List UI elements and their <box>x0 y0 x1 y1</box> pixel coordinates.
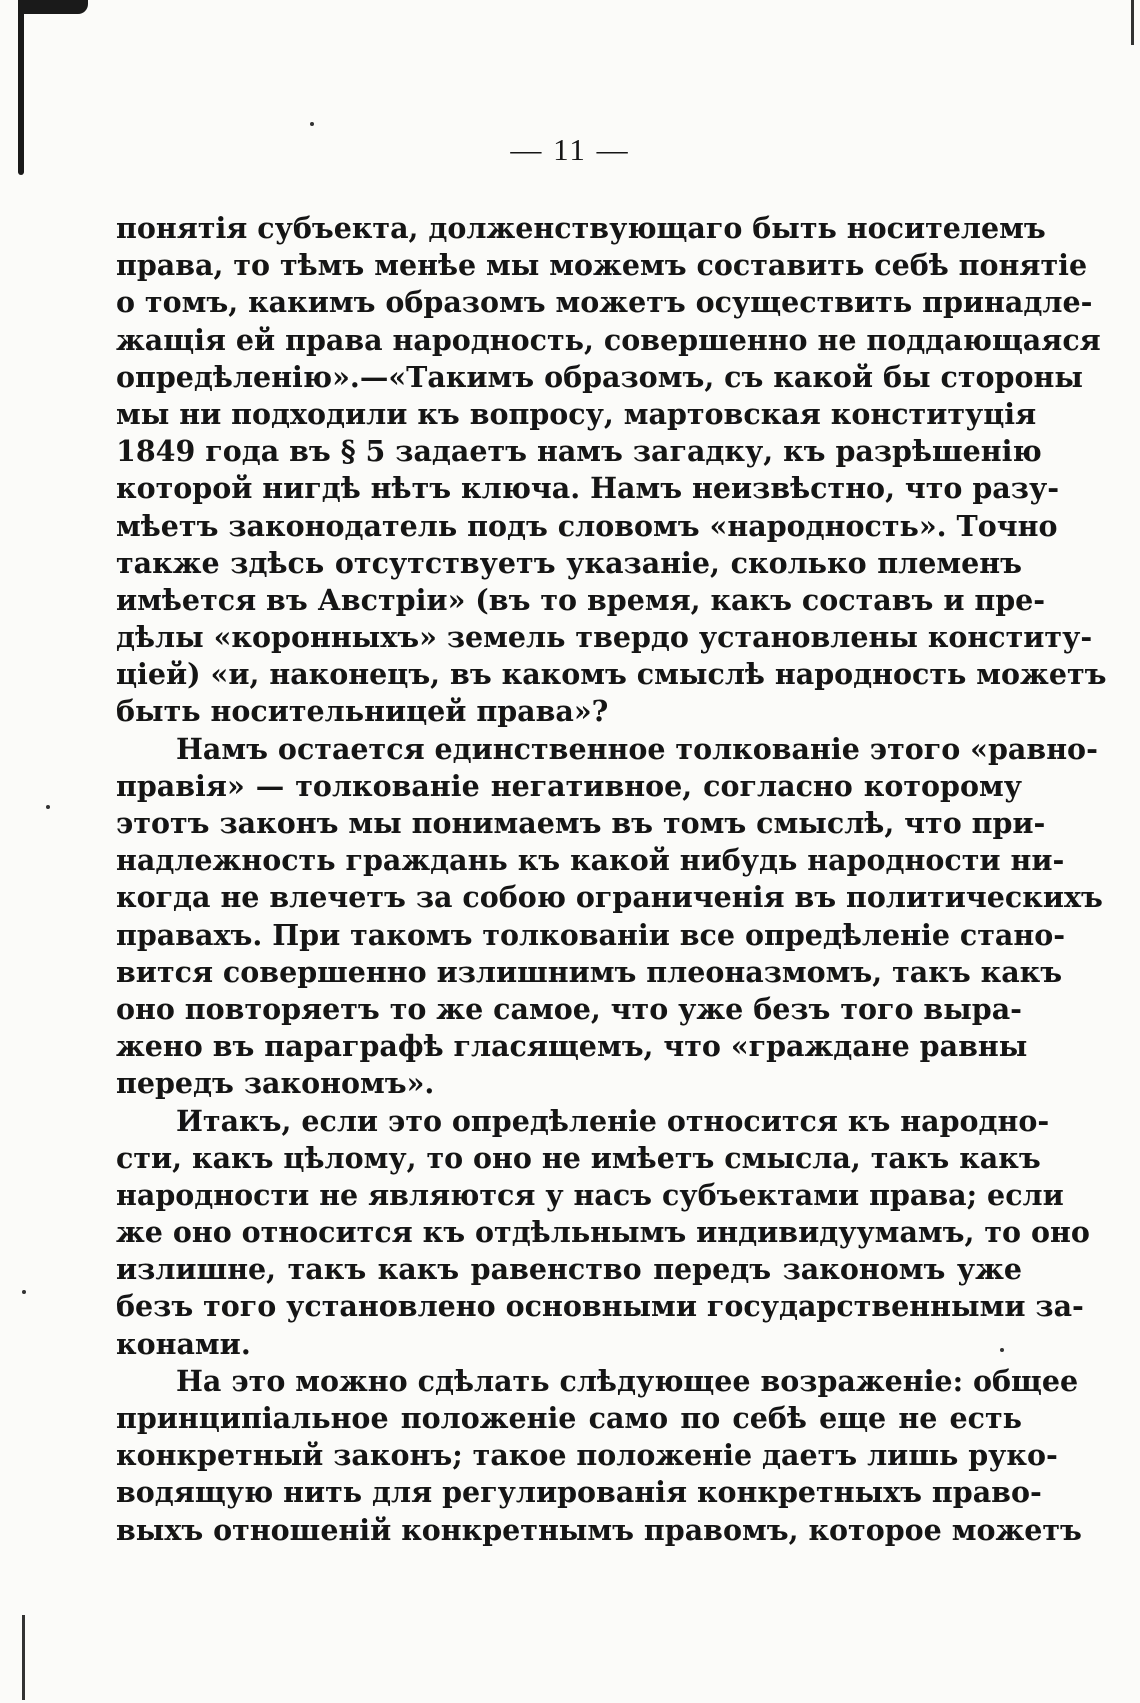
page-number: — 11 — <box>510 132 630 167</box>
text-line: народности не являются у насъ субъектами права; если <box>116 1177 1064 1212</box>
text-line: правія» — толкованіе негативное, согласно которому <box>116 768 1022 803</box>
text-line: жено въ параграфѣ гласящемъ, что «граждане равны <box>116 1029 1028 1064</box>
scan-edge-line-right <box>1131 0 1134 45</box>
text-line: имѣется въ Австріи» (въ то время, какъ составъ и пре- <box>116 582 1046 617</box>
text-line: понятія субъекта, долженствующаго быть носителемъ <box>116 211 1046 245</box>
text-line: мѣетъ законодатель подъ словомъ «народность». Точно <box>116 508 1058 543</box>
text-line: быть носительницей права»? <box>116 694 609 729</box>
text-line: 1849 года въ § 5 задаетъ намъ загадку, къ разрѣшенію <box>116 434 1042 469</box>
text-line: правахъ. При такомъ толкованіи все опредѣленіе стано- <box>116 917 1066 952</box>
scan-speck <box>310 122 314 126</box>
text-line: конкретный законъ; такое положеніе даетъ лишь руко- <box>116 1438 1058 1473</box>
text-line: этотъ законъ мы понимаемъ въ томъ смыслѣ, что при- <box>116 806 1046 840</box>
text-line: также здѣсь отсутствуетъ указаніе, сколько племенъ <box>116 545 1022 580</box>
scan-speck <box>46 805 50 809</box>
text-line: безъ того установлено основными государственными за- <box>116 1289 1084 1324</box>
text-line: принципіальное положеніе само по себѣ еще не есть <box>116 1401 1022 1435</box>
scan-edge-line <box>22 1615 25 1700</box>
text-line: дѣлы «коронныхъ» земель твердо установлены конститу- <box>116 620 1093 655</box>
text-line: мы ни подходили къ вопросу, мартовская конституція <box>116 396 1037 431</box>
text-line: сти, какъ цѣлому, то оно не имѣетъ смысла, такъ какъ <box>116 1140 1041 1175</box>
scan-edge-mark <box>18 0 88 14</box>
text-line: которой нигдѣ нѣтъ ключа. Намъ неизвѣстно, что разу- <box>116 471 1060 506</box>
text-line: надлежность граждань къ какой нибудь народности ни- <box>116 843 1065 878</box>
text-line: конами. <box>116 1326 251 1361</box>
text-line: передъ закономъ». <box>116 1066 435 1101</box>
text-line: водящую нить для регулированія конкретныхъ право- <box>116 1475 1042 1510</box>
text-line: ціей) «и, наконецъ, въ какомъ смыслѣ народность можетъ <box>116 657 1107 692</box>
text-line: же оно относится къ отдѣльнымъ индивидуумамъ, то оно <box>116 1215 1090 1250</box>
text-line: выхъ отношеній конкретнымъ правомъ, которое можетъ <box>116 1512 1082 1547</box>
text-line: когда не влечетъ за собою ограниченія въ политическихъ <box>116 880 1103 915</box>
text-line: жащія ей права народность, совершенно не поддающаяся <box>116 322 1101 357</box>
text-line: излишне, такъ какъ равенство передъ закономъ уже <box>116 1252 1022 1287</box>
body-text <box>116 210 1107 1549</box>
text-line: права, то тѣмъ менѣе мы можемъ составить себѣ понятіе <box>116 248 1088 283</box>
text-line: Намъ остается единственное толкованіе этого «равно- <box>176 731 1098 766</box>
text-line: о томъ, какимъ образомъ можетъ осуществить принадле- <box>116 285 1093 320</box>
text-line: оно повторяетъ то же самое, что уже безъ того выра- <box>116 991 1022 1026</box>
text-line: опредѣленію».—«Такимъ образомъ, съ какой бы стороны <box>116 359 1083 394</box>
scan-speck <box>22 1290 26 1294</box>
text-line: вится совершенно излишнимъ плеоназмомъ, такъ какъ <box>116 954 1063 989</box>
text-line: Итакъ, если это опредѣленіе относится къ народно- <box>176 1103 1050 1138</box>
text-line: На это можно сдѣлать слѣдующее возраженіе: общее <box>176 1363 1079 1398</box>
